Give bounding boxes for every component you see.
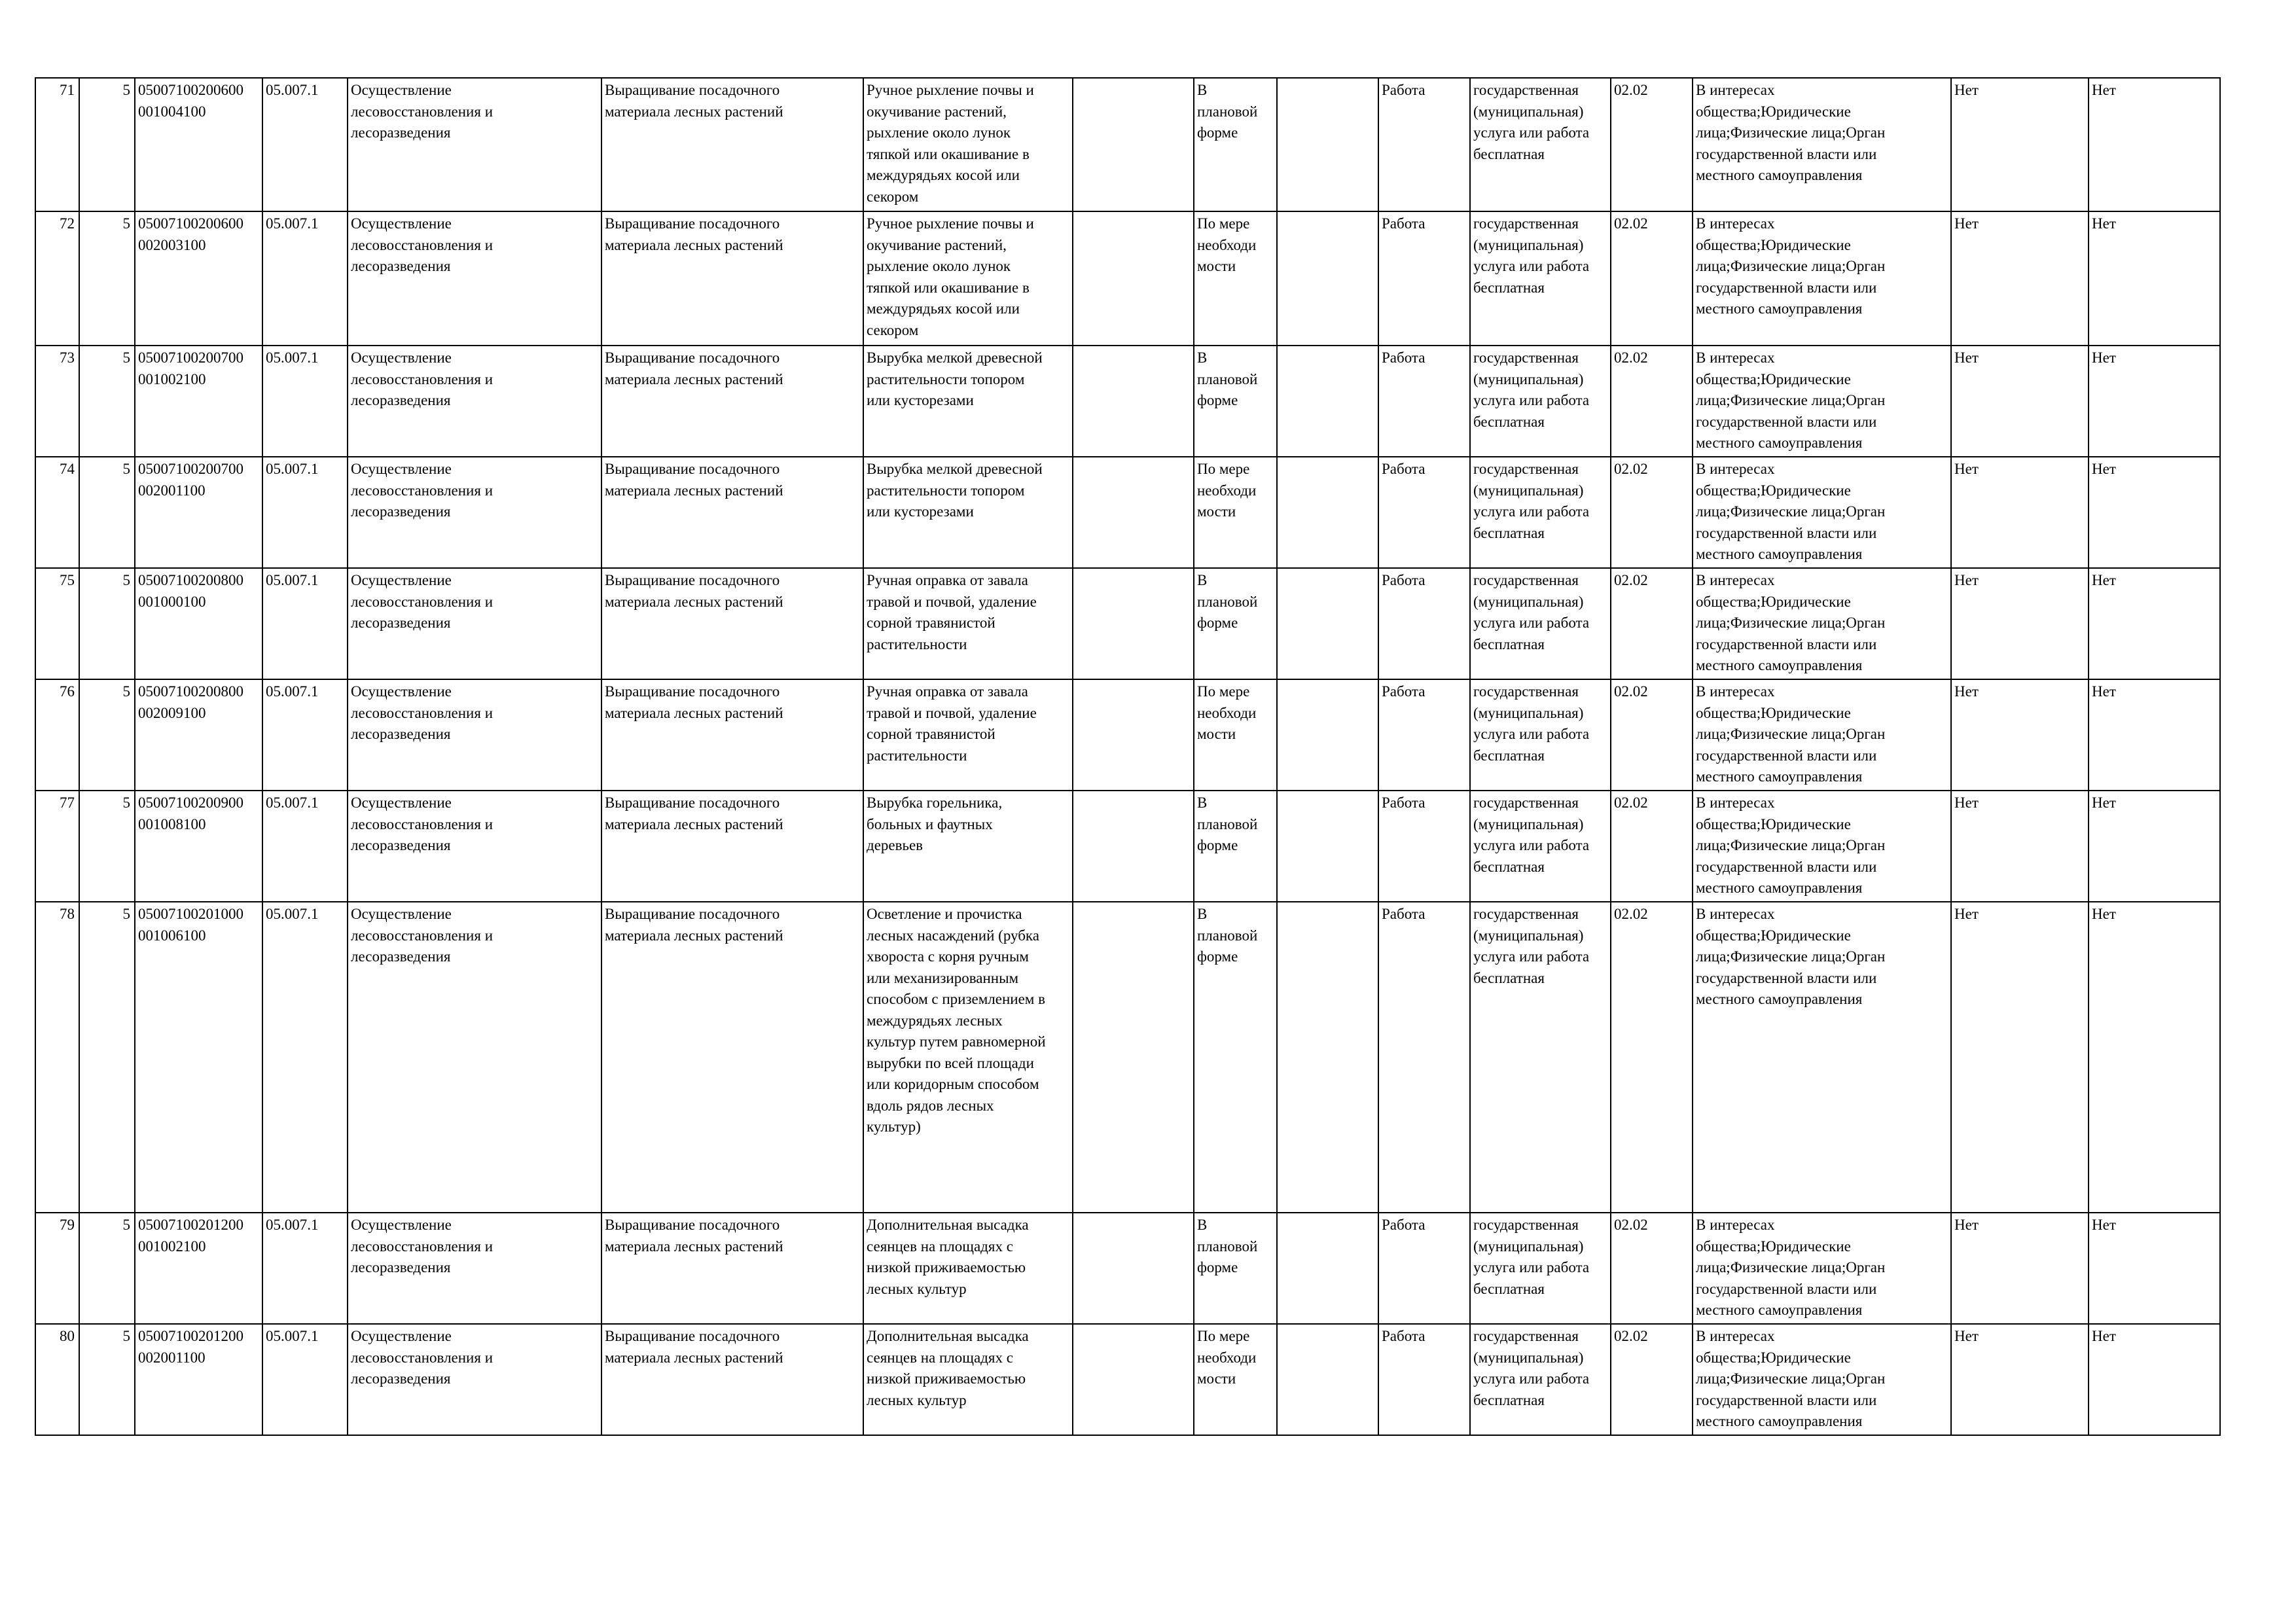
cell-work: Выращивание посадочного материала лесных растений [601, 679, 863, 791]
cell-subject: Вырубка горельника, больных и фаутных деревьев [863, 791, 1073, 902]
cell-paid: государственная (муниципальная) услуга или работа бесплатная [1470, 791, 1611, 902]
cell-activity: Осуществление лесовосстановления и лесоразведения [348, 679, 601, 791]
cell-level: 5 [79, 791, 135, 902]
cell-num: 80 [35, 1324, 79, 1435]
cell-blank2 [1277, 568, 1378, 679]
cell-form: По мере необходи мости [1194, 679, 1277, 791]
cell-num: 79 [35, 1213, 79, 1324]
cell-blank1 [1073, 1324, 1194, 1435]
cell-indic1: Нет [1951, 1324, 2089, 1435]
cell-blank1 [1073, 78, 1194, 211]
cell-level: 5 [79, 1213, 135, 1324]
cell-form: В плановой форме [1194, 902, 1277, 1213]
table-row [35, 902, 2220, 1213]
cell-indic1: Нет [1951, 791, 2089, 902]
cell-paid: государственная (муниципальная) услуга или работа бесплатная [1470, 568, 1611, 679]
cell-num: 76 [35, 679, 79, 791]
cell-activity: Осуществление лесовосстановления и лесоразведения [348, 346, 601, 457]
cell-type: Работа [1378, 78, 1470, 211]
cell-num: 72 [35, 211, 79, 346]
cell-blank1 [1073, 902, 1194, 1213]
cell-okved: 02.02 [1611, 679, 1693, 791]
cell-blank1 [1073, 1213, 1194, 1324]
table-row [35, 78, 2220, 211]
cell-work: Выращивание посадочного материала лесных растений [601, 211, 863, 346]
cell-form: В плановой форме [1194, 346, 1277, 457]
cell-type: Работа [1378, 679, 1470, 791]
cell-level: 5 [79, 457, 135, 568]
cell-work: Выращивание посадочного материала лесных растений [601, 568, 863, 679]
cell-type: Работа [1378, 211, 1470, 346]
cell-consumers: В интересах общества;Юридические лица;Физические лица;Орган государственной власти или местного самоуправления [1693, 902, 1951, 1213]
table-row [35, 1324, 2220, 1435]
cell-work: Выращивание посадочного материала лесных растений [601, 791, 863, 902]
cell-paid: государственная (муниципальная) услуга или работа бесплатная [1470, 1213, 1611, 1324]
cell-indic2: Нет [2089, 568, 2220, 679]
cell-level: 5 [79, 679, 135, 791]
cell-consumers: В интересах общества;Юридические лица;Физические лица;Орган государственной власти или местного самоуправления [1693, 78, 1951, 211]
cell-code2: 05.007.1 [262, 791, 348, 902]
cell-indic1: Нет [1951, 1213, 2089, 1324]
cell-subject: Ручная оправка от завала травой и почвой, удаление сорной травянистой растительности [863, 679, 1073, 791]
cell-form: В плановой форме [1194, 78, 1277, 211]
cell-code: 05007100200700 002001100 [135, 457, 262, 568]
cell-form: По мере необходи мости [1194, 211, 1277, 346]
cell-indic1: Нет [1951, 679, 2089, 791]
cell-indic2: Нет [2089, 78, 2220, 211]
cell-subject: Вырубка мелкой древесной растительности топором или кусторезами [863, 346, 1073, 457]
cell-subject: Осветление и прочистка лесных насаждений (рубка хвороста с корня ручным или механизированным способом с приземлением в междурядьях лесных культур путем равномерной вырубки по всей площади или коридорным способом вдоль рядов лесных культур) [863, 902, 1073, 1213]
cell-indic2: Нет [2089, 902, 2220, 1213]
cell-num: 78 [35, 902, 79, 1213]
cell-blank2 [1277, 457, 1378, 568]
cell-paid: государственная (муниципальная) услуга или работа бесплатная [1470, 1324, 1611, 1435]
cell-okved: 02.02 [1611, 568, 1693, 679]
cell-form: В плановой форме [1194, 791, 1277, 902]
cell-blank2 [1277, 679, 1378, 791]
cell-indic1: Нет [1951, 211, 2089, 346]
cell-num: 77 [35, 791, 79, 902]
cell-consumers: В интересах общества;Юридические лица;Физические лица;Орган государственной власти или местного самоуправления [1693, 1324, 1951, 1435]
cell-indic2: Нет [2089, 211, 2220, 346]
cell-okved: 02.02 [1611, 1213, 1693, 1324]
cell-indic1: Нет [1951, 902, 2089, 1213]
cell-indic1: Нет [1951, 78, 2089, 211]
cell-code: 05007100201200 001002100 [135, 1213, 262, 1324]
cell-work: Выращивание посадочного материала лесных растений [601, 1213, 863, 1324]
cell-activity: Осуществление лесовосстановления и лесоразведения [348, 1324, 601, 1435]
cell-consumers: В интересах общества;Юридические лица;Физические лица;Орган государственной власти или местного самоуправления [1693, 568, 1951, 679]
cell-blank1 [1073, 211, 1194, 346]
cell-paid: государственная (муниципальная) услуга или работа бесплатная [1470, 679, 1611, 791]
cell-work: Выращивание посадочного материала лесных растений [601, 902, 863, 1213]
cell-code: 05007100200700 001002100 [135, 346, 262, 457]
cell-work: Выращивание посадочного материала лесных растений [601, 78, 863, 211]
cell-activity: Осуществление лесовосстановления и лесоразведения [348, 791, 601, 902]
cell-code: 05007100200600 002003100 [135, 211, 262, 346]
table-row [35, 1213, 2220, 1324]
cell-code2: 05.007.1 [262, 1324, 348, 1435]
cell-blank2 [1277, 78, 1378, 211]
cell-level: 5 [79, 568, 135, 679]
cell-okved: 02.02 [1611, 457, 1693, 568]
cell-activity: Осуществление лесовосстановления и лесоразведения [348, 902, 601, 1213]
cell-code: 05007100201000 001006100 [135, 902, 262, 1213]
cell-blank2 [1277, 791, 1378, 902]
cell-okved: 02.02 [1611, 211, 1693, 346]
table-row [35, 679, 2220, 791]
cell-work: Выращивание посадочного материала лесных растений [601, 346, 863, 457]
cell-code2: 05.007.1 [262, 457, 348, 568]
cell-subject: Дополнительная высадка сеянцев на площадях с низкой приживаемостью лесных культур [863, 1213, 1073, 1324]
cell-indic1: Нет [1951, 568, 2089, 679]
cell-okved: 02.02 [1611, 346, 1693, 457]
cell-form: По мере необходи мости [1194, 1324, 1277, 1435]
cell-activity: Осуществление лесовосстановления и лесоразведения [348, 1213, 601, 1324]
cell-indic2: Нет [2089, 679, 2220, 791]
cell-num: 74 [35, 457, 79, 568]
cell-activity: Осуществление лесовосстановления и лесоразведения [348, 568, 601, 679]
cell-subject: Вырубка мелкой древесной растительности топором или кусторезами [863, 457, 1073, 568]
cell-code2: 05.007.1 [262, 78, 348, 211]
cell-consumers: В интересах общества;Юридические лица;Физические лица;Орган государственной власти или местного самоуправления [1693, 791, 1951, 902]
table-row [35, 457, 2220, 568]
cell-subject: Ручная оправка от завала травой и почвой, удаление сорной травянистой растительности [863, 568, 1073, 679]
cell-code: 05007100200800 002009100 [135, 679, 262, 791]
cell-blank2 [1277, 902, 1378, 1213]
cell-blank1 [1073, 457, 1194, 568]
cell-okved: 02.02 [1611, 1324, 1693, 1435]
table-row [35, 791, 2220, 902]
cell-type: Работа [1378, 791, 1470, 902]
cell-level: 5 [79, 211, 135, 346]
cell-okved: 02.02 [1611, 902, 1693, 1213]
cell-indic2: Нет [2089, 791, 2220, 902]
cell-subject: Дополнительная высадка сеянцев на площадях с низкой приживаемостью лесных культур [863, 1324, 1073, 1435]
cell-activity: Осуществление лесовосстановления и лесоразведения [348, 211, 601, 346]
cell-blank1 [1073, 791, 1194, 902]
cell-work: Выращивание посадочного материала лесных растений [601, 457, 863, 568]
cell-subject: Ручное рыхление почвы и окучивание растений, рыхление около лунок тяпкой или окашивание в междурядьях косой или секором [863, 211, 1073, 346]
cell-code2: 05.007.1 [262, 568, 348, 679]
table-row [35, 346, 2220, 457]
cell-num: 75 [35, 568, 79, 679]
cell-type: Работа [1378, 457, 1470, 568]
cell-blank1 [1073, 568, 1194, 679]
cell-code2: 05.007.1 [262, 902, 348, 1213]
cell-type: Работа [1378, 902, 1470, 1213]
cell-activity: Осуществление лесовосстановления и лесоразведения [348, 78, 601, 211]
cell-form: В плановой форме [1194, 1213, 1277, 1324]
cell-okved: 02.02 [1611, 78, 1693, 211]
cell-activity: Осуществление лесовосстановления и лесоразведения [348, 457, 601, 568]
cell-consumers: В интересах общества;Юридические лица;Физические лица;Орган государственной власти или местного самоуправления [1693, 346, 1951, 457]
cell-blank2 [1277, 211, 1378, 346]
cell-level: 5 [79, 902, 135, 1213]
cell-type: Работа [1378, 568, 1470, 679]
registry-table [35, 77, 2221, 1436]
cell-paid: государственная (муниципальная) услуга или работа бесплатная [1470, 78, 1611, 211]
cell-consumers: В интересах общества;Юридические лица;Физические лица;Орган государственной власти или местного самоуправления [1693, 211, 1951, 346]
cell-code: 05007100201200 002001100 [135, 1324, 262, 1435]
cell-blank2 [1277, 346, 1378, 457]
cell-code: 05007100200900 001008100 [135, 791, 262, 902]
cell-form: По мере необходи мости [1194, 457, 1277, 568]
cell-level: 5 [79, 346, 135, 457]
cell-indic1: Нет [1951, 346, 2089, 457]
cell-code2: 05.007.1 [262, 346, 348, 457]
cell-subject: Ручное рыхление почвы и окучивание растений, рыхление около лунок тяпкой или окашивание в междурядьях косой или секором [863, 78, 1073, 211]
cell-blank1 [1073, 346, 1194, 457]
cell-blank1 [1073, 679, 1194, 791]
cell-level: 5 [79, 1324, 135, 1435]
cell-code: 05007100200800 001000100 [135, 568, 262, 679]
cell-type: Работа [1378, 346, 1470, 457]
cell-paid: государственная (муниципальная) услуга или работа бесплатная [1470, 457, 1611, 568]
cell-okved: 02.02 [1611, 791, 1693, 902]
cell-type: Работа [1378, 1213, 1470, 1324]
cell-consumers: В интересах общества;Юридические лица;Физические лица;Орган государственной власти или местного самоуправления [1693, 1213, 1951, 1324]
cell-code: 05007100200600 001004100 [135, 78, 262, 211]
cell-indic2: Нет [2089, 457, 2220, 568]
cell-work: Выращивание посадочного материала лесных растений [601, 1324, 863, 1435]
cell-code2: 05.007.1 [262, 211, 348, 346]
cell-blank2 [1277, 1213, 1378, 1324]
cell-indic2: Нет [2089, 1324, 2220, 1435]
cell-indic1: Нет [1951, 457, 2089, 568]
cell-code2: 05.007.1 [262, 1213, 348, 1324]
cell-consumers: В интересах общества;Юридические лица;Физические лица;Орган государственной власти или местного самоуправления [1693, 457, 1951, 568]
cell-indic2: Нет [2089, 1213, 2220, 1324]
cell-type: Работа [1378, 1324, 1470, 1435]
cell-consumers: В интересах общества;Юридические лица;Физические лица;Орган государственной власти или местного самоуправления [1693, 679, 1951, 791]
cell-paid: государственная (муниципальная) услуга или работа бесплатная [1470, 346, 1611, 457]
cell-num: 73 [35, 346, 79, 457]
cell-blank2 [1277, 1324, 1378, 1435]
table-row [35, 568, 2220, 679]
table-row [35, 211, 2220, 346]
cell-paid: государственная (муниципальная) услуга или работа бесплатная [1470, 902, 1611, 1213]
cell-level: 5 [79, 78, 135, 211]
cell-paid: государственная (муниципальная) услуга или работа бесплатная [1470, 211, 1611, 346]
cell-num: 71 [35, 78, 79, 211]
cell-code2: 05.007.1 [262, 679, 348, 791]
cell-form: В плановой форме [1194, 568, 1277, 679]
table-body [35, 78, 2220, 1435]
cell-indic2: Нет [2089, 346, 2220, 457]
